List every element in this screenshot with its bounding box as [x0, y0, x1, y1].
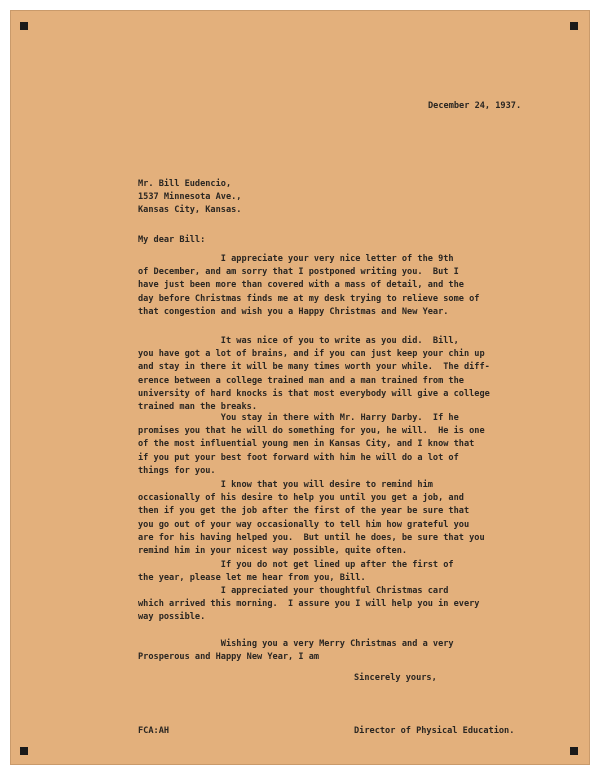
- body-paragraph-6: [138, 585, 479, 625]
- body-line: Prosperous and Happy New Year, I am: [138, 652, 320, 663]
- body-line: the year, please let me hear from you, Bill.: [138, 573, 366, 584]
- salutation: My dear Bill:: [138, 235, 206, 245]
- body-line: I appreciated your thoughtful Christmas card: [138, 586, 449, 596]
- signature-title: Director of Physical Education.: [354, 726, 515, 736]
- body-line: way possible.: [138, 612, 206, 623]
- body-line: If you do not get lined up after the first of: [138, 560, 454, 570]
- body-line: I appreciate your very nice letter of the 9th: [138, 254, 454, 264]
- body-paragraph-3: [138, 412, 485, 478]
- body-line: of December, and am sorry that I postponed writing you. But I: [138, 267, 459, 278]
- body-paragraph-5: [138, 559, 454, 585]
- body-line: I know that you will desire to remind him: [138, 480, 433, 490]
- body-line: you have got a lot of brains, and if you can just keep your chin up: [138, 349, 485, 360]
- body-line: You stay in there with Mr. Harry Darby. If he: [138, 413, 459, 423]
- body-line: trained man the breaks.: [138, 402, 257, 413]
- body-line: erence between a college trained man and a man trained from the: [138, 375, 464, 386]
- recipient-address: [138, 178, 241, 218]
- body-line: are for his having helped you. But until he does, be sure that you: [138, 532, 485, 543]
- body-line: promises you that he will do something for you, he will. He is one: [138, 426, 485, 437]
- body-paragraph-1: [138, 253, 479, 319]
- body-line: if you put your best foot forward with him he will do a lot of: [138, 452, 459, 463]
- body-line: It was nice of you to write as you did. Bill,: [138, 336, 459, 346]
- recipient-city: Kansas City, Kansas.: [138, 205, 242, 216]
- body-line: have just been more than covered with a mass of detail, and the: [138, 280, 464, 291]
- body-line: things for you.: [138, 465, 216, 476]
- recipient-name: Mr. Bill Eudencio,: [138, 179, 232, 189]
- recipient-street: 1537 Minnesota Ave.,: [138, 192, 242, 203]
- body-paragraph-2: [138, 335, 490, 414]
- body-line: you go out of your way occasionally to tell him how grateful you: [138, 519, 470, 530]
- body-line: then if you get the job after the first of the year be sure that: [138, 506, 470, 517]
- body-line: of the most influential young men in Kansas City, and I know that: [138, 439, 475, 450]
- body-line: remind him in your nicest way possible, quite often.: [138, 546, 408, 557]
- body-line: day before Christmas finds me at my desk trying to relieve some of: [138, 293, 480, 304]
- letter-date: December 24, 1937.: [428, 101, 522, 111]
- letter-sheet: [10, 10, 590, 765]
- body-line: university of hard knocks is that most everybody will give a college: [138, 388, 490, 399]
- reference-initials: FCA:AH: [138, 726, 170, 736]
- body-paragraph-4: [138, 479, 485, 558]
- body-line: and stay in there it will be many times worth your while. The diff-: [138, 362, 490, 373]
- body-paragraph-7: [138, 638, 454, 664]
- complimentary-closing: Sincerely yours,: [354, 673, 437, 683]
- corner-registration-mark: [570, 22, 578, 30]
- body-line: that congestion and wish you a Happy Christmas and New Year.: [138, 306, 449, 317]
- body-line: occasionally of his desire to help you until you get a job, and: [138, 493, 464, 504]
- corner-registration-mark: [20, 747, 28, 755]
- body-line: which arrived this morning. I assure you I will help you in every: [138, 599, 480, 610]
- body-line: Wishing you a very Merry Christmas and a very: [138, 639, 454, 649]
